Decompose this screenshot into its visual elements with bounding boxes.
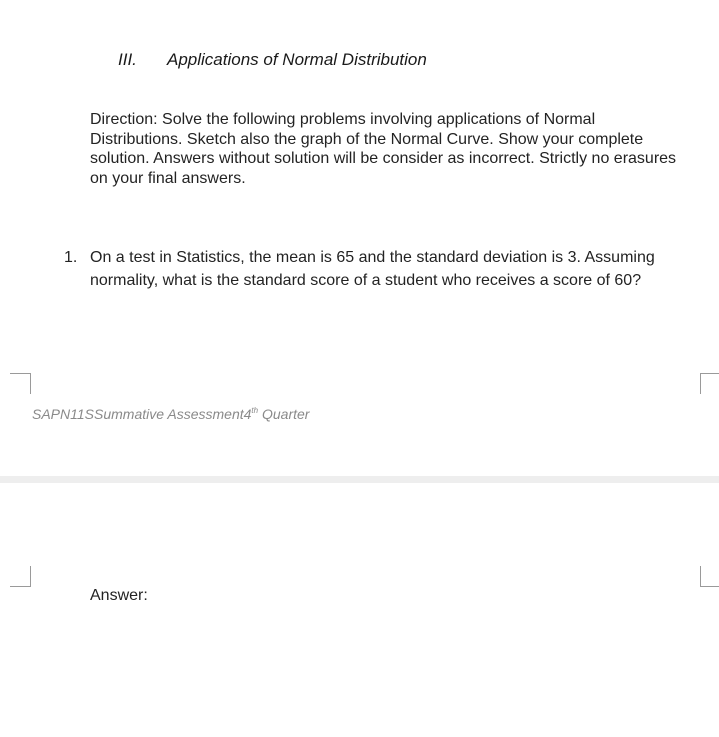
page-break-divider xyxy=(0,476,719,483)
footer-prefix: SAPN11SSummative Assessment4 xyxy=(32,406,252,422)
footer-superscript: th xyxy=(251,406,259,415)
footer-suffix: Quarter xyxy=(258,406,310,422)
page-corner-marker-top-left xyxy=(10,373,31,394)
page-corner-marker-bottom-left xyxy=(10,566,31,587)
page-corner-marker-top-right xyxy=(700,373,719,394)
direction-paragraph: Direction: Solve the following problems involving applications of Normal Distributions. Sketch also the graph of the Normal Curve. Show your complete solution. Answers without solution will be consider as incorrect. Strictly no erasures on your final answers. xyxy=(90,111,677,187)
question-number: 1. xyxy=(64,249,78,266)
section-numeral: III. xyxy=(118,50,137,69)
page-footer xyxy=(32,406,309,422)
section-heading xyxy=(118,50,427,70)
question-item xyxy=(64,246,664,292)
answer-label: Answer: xyxy=(90,587,148,604)
page-corner-marker-bottom-right xyxy=(700,566,719,587)
section-title: Applications of Normal Distribution xyxy=(167,50,427,69)
question-text: On a test in Statistics, the mean is 65 and the standard deviation is 3. Assuming normality, what is the standard score of a student who receives a score of 60? xyxy=(90,249,655,289)
